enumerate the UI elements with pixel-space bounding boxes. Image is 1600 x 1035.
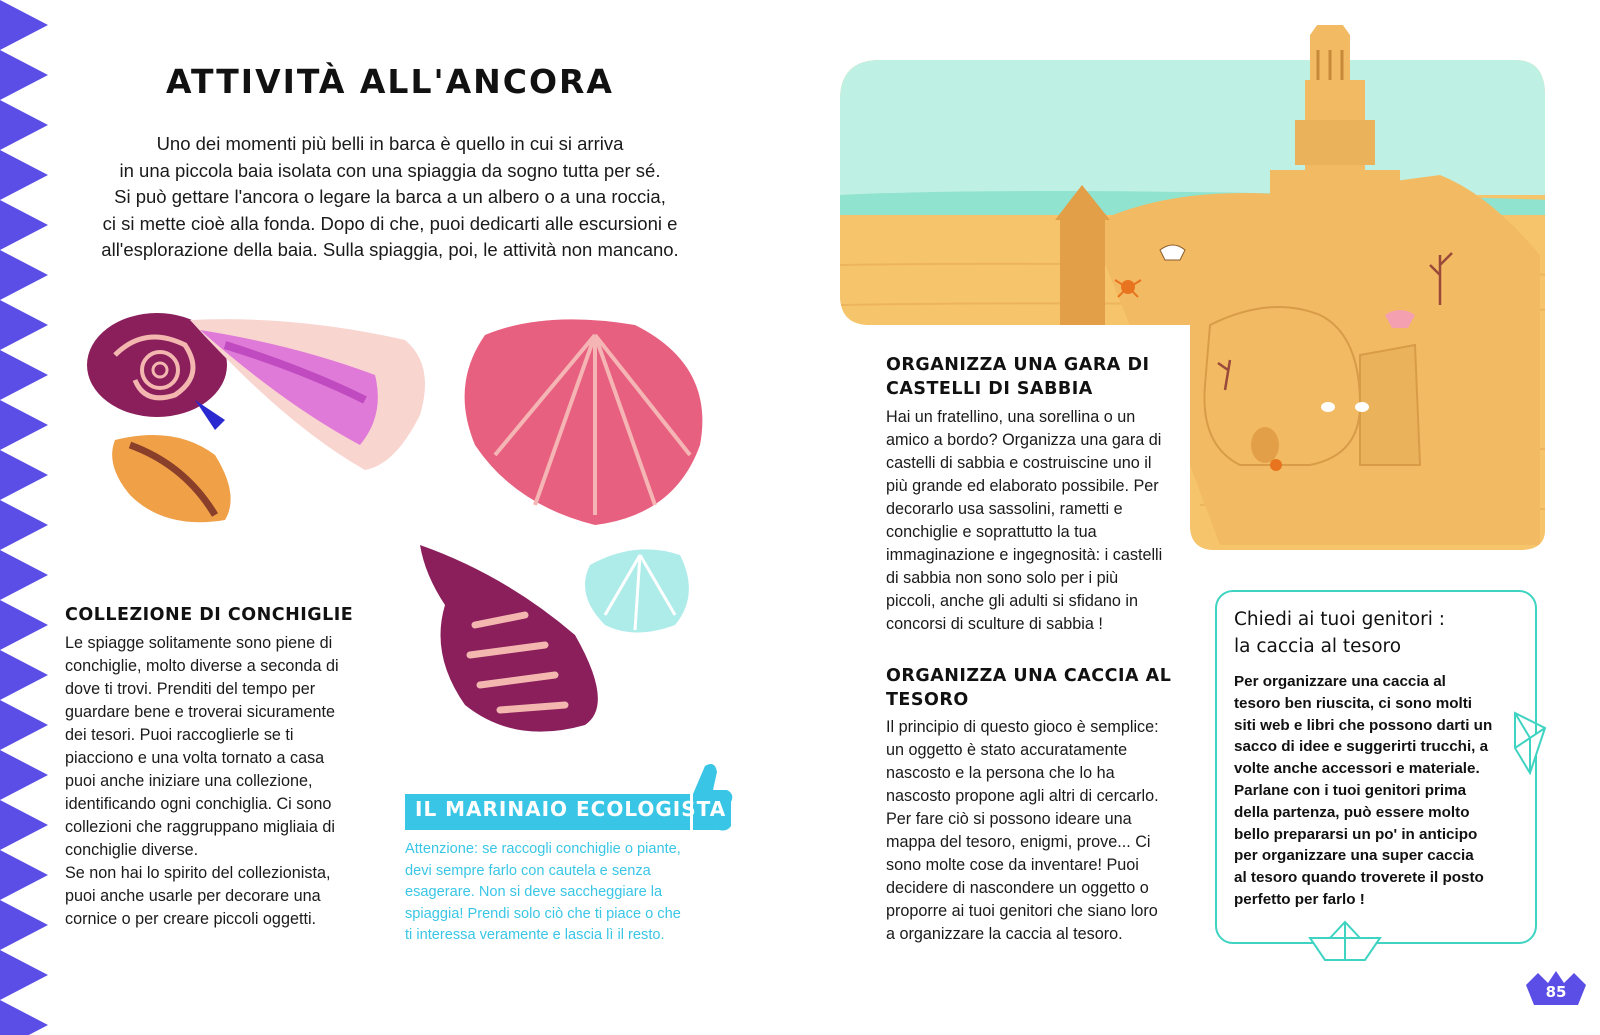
treasure-heading [886,664,1171,712]
intro-line: in una piccola baia isolata con una spiaggia da sogno tutta per sé. [119,159,661,181]
text-line: Per organizzare una caccia al [1234,673,1446,690]
text-line: piacciono e una volta tornato a casa [65,749,325,767]
text-line: spiaggia! Prendi solo ciò che ti piace o che [405,905,681,922]
heading-line: ORGANIZZA UNA GARA DI [886,355,1150,375]
text-line: identificando ogni conchiglia. Ci sono [65,795,332,813]
origami-icon [1510,708,1550,778]
text-line: volte anche accessori e materiale. [1234,760,1480,778]
text-line: guardare bene e troverai sicuramente [65,703,335,721]
text-line: piccoli, anche gli adulti si sfidano in [886,592,1138,610]
text-line: dove ti trovi. Prenditi del tempo per [65,680,316,698]
text-line: puoi anche iniziare una collezione, [65,772,313,790]
text-line: decidere di nascondere un oggetto o [886,879,1149,897]
heading-line: ORGANIZZA UNA CACCIA AL [886,666,1172,686]
eco-banner [405,794,725,830]
text-line: per organizzare una super caccia [1234,847,1474,865]
cowrie-shell [112,435,230,522]
text-line: devi sempre farlo con cautela e senza [405,862,651,879]
text-line: bello prepararsi un po' in anticipo [1234,825,1478,843]
text-line: Se non hai lo spirito del collezionista, [65,864,331,882]
blue-scallop-shell [585,549,689,632]
text-line: Hai un fratellino, una sorellina o un [886,408,1136,426]
text-line: Parlane con i tuoi genitori prima [1234,781,1467,799]
shells-paragraph [65,632,385,931]
whelk-shell [420,545,598,732]
heading-line: CASTELLI DI SABBIA [886,379,1093,399]
text-line: più grande ed elaborato possibile. Per [886,477,1159,495]
text-line: a organizzare la caccia al tesoro. [886,925,1123,943]
text-line: decorarlo usa sassolini, rametti e [886,500,1123,518]
text-line: immaginazione e ingegnosità: i castelli [886,546,1163,564]
heading-line: TESORO [886,690,969,710]
page-number [1526,971,1586,1005]
eco-heading: IL MARINAIO ECOLOGISTA [415,797,727,821]
title-line: la caccia al tesoro [1234,636,1402,657]
intro-line: ci si mette cioè alla fonda. Dopo di che, puoi dedicarti alle escursioni e [102,212,678,234]
text-line: ti interessa veramente e lascia lì il resto. [405,927,665,943]
intro-line: Uno dei momenti più belli in barca è quello in cui si arriva [156,133,624,154]
text-line: conchiglie e soprattutto la tua [886,523,1097,541]
text-line: dei tesori. Puoi raccoglierle se ti [65,726,294,744]
text-line: nascosto e la persona che lo ha [886,764,1115,782]
text-line: al tesoro quando troverete il posto [1234,869,1484,887]
text-line: nascosto propone agli altri di cercarlo. [886,787,1159,805]
text-line: Il principio di questo gioco è semplice: [886,718,1159,736]
crab-icon [1270,459,1282,471]
text-line: castelli di sabbia e costruiscine uno il [886,454,1152,472]
text-line: puoi anche usarle per decorare una [65,887,321,905]
paper-boat-icon [1305,920,1385,965]
text-line: Per fare ciò si possono ideare una [886,810,1132,828]
text-line: amico a bordo? Organizza una gara di [886,431,1162,449]
parents-box-title [1234,606,1524,660]
text-line: della partenza, può essere molto [1234,803,1470,821]
page-title: ATTIVITÀ ALL'ANCORA [166,62,614,101]
text-line: siti web e libri che possono darti un [1234,716,1493,734]
zigzag-edge [0,0,60,1035]
text-line: sacco di idee e suggerirti trucchi, a [1234,738,1489,756]
intro-line: all'esplorazione della baia. Sulla spiaggia, poi, le attività non mancano. [101,239,679,260]
text-line: esagerare. Non si deve saccheggiare la [405,884,663,900]
text-line: cornice o per creare piccoli oggetti. [65,910,317,928]
parents-box-paragraph [1234,671,1524,911]
intro-paragraph [55,131,725,264]
text-line: tesoro ben riuscita, ci sono molti [1234,694,1472,712]
conch-shell [190,319,425,470]
text-line: di sabbia non sono solo per i più [886,569,1119,587]
title-line: Chiedi ai tuoi genitori : [1234,609,1446,630]
treasure-paragraph [886,716,1196,946]
eco-paragraph [405,839,715,947]
text-line: perfetto per farlo ! [1234,890,1365,908]
text-line: un oggetto è stato accuratamente [886,741,1128,759]
castle-heading [886,353,1149,401]
text-line: collezioni che raggruppano migliaia di [65,818,335,836]
shells-heading: COLLEZIONE DI CONCHIGLIE [65,605,354,625]
text-line: proporre ai tuoi genitori che siano loro [886,902,1158,920]
text-line: concorsi di sculture di sabbia ! [886,615,1103,633]
scallop-shell [465,319,703,525]
text-line: conchiglie diverse. [65,841,199,859]
text-line: mappa del tesoro, enigmi, prove... Ci [886,833,1151,851]
castle-paragraph [886,406,1196,636]
intro-line: Si può gettare l'ancora o legare la barca a un albero o a una roccia, [114,186,666,207]
text-line: conchiglie, molto diverse a seconda di [65,657,339,675]
text-line: Attenzione: se raccogli conchiglie o piante, [405,841,681,857]
page-number-label: 85 [1545,983,1567,1001]
text-line: Le spiagge solitamente sono piene di [65,634,333,652]
text-line: sono molte cose da inventare! Puoi [886,856,1139,874]
